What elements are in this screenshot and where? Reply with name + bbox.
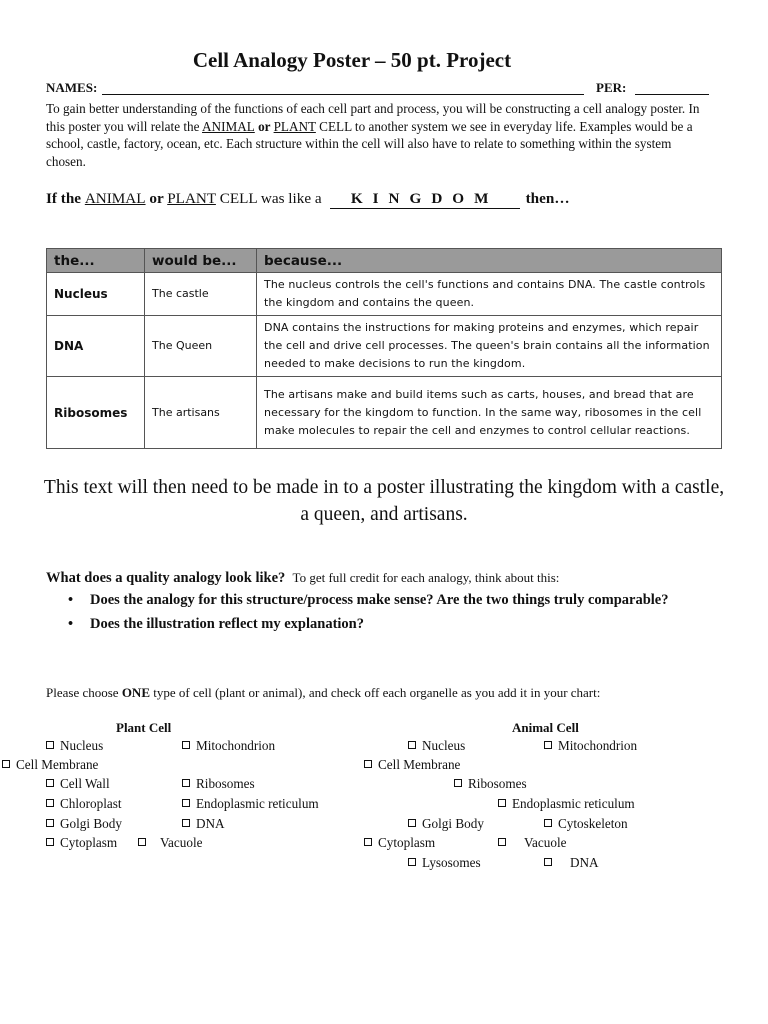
table-header-row (47, 249, 722, 273)
row-analogy: The Queen (145, 316, 257, 377)
checkbox-icon[interactable] (46, 779, 54, 787)
checkbox-icon[interactable] (408, 819, 416, 827)
plant-check-cell-wall[interactable] (46, 776, 110, 792)
checkbox-icon[interactable] (2, 760, 10, 768)
checkbox-icon[interactable] (182, 819, 190, 827)
item-label: DNA (570, 855, 599, 870)
row-structure: DNA (47, 316, 145, 377)
animal-check-nucleus[interactable] (408, 738, 465, 754)
checkbox-icon[interactable] (498, 799, 506, 807)
checkbox-icon[interactable] (182, 779, 190, 787)
row-because: The nucleus controls the cell's functions and contains DNA. The castle controls the kingdom and contains the queen. (257, 273, 722, 316)
item-label: Vacuole (524, 835, 567, 850)
quality-question-line (46, 570, 726, 587)
animal-check-er[interactable] (498, 796, 635, 812)
plant-cell-heading: Plant Cell (116, 720, 172, 735)
animal-check-cytoplasm[interactable] (364, 835, 435, 851)
intro-text-2: CELL to another system we see in everyday life. Examples would be a school, castle, factory, ocean, etc. Each structure within the cell will also have to relate to something within the system chosen. (46, 118, 693, 169)
names-field[interactable] (102, 94, 584, 95)
checkbox-icon[interactable] (364, 838, 372, 846)
item-label: Cell Wall (60, 776, 110, 791)
item-label: Nucleus (422, 738, 466, 753)
item-label: Golgi Body (422, 816, 484, 831)
checkbox-icon[interactable] (182, 799, 190, 807)
animal-check-ribosomes[interactable] (454, 776, 527, 792)
animal-check-lysosomes[interactable] (408, 855, 481, 871)
choose-instructions (46, 685, 726, 701)
choose-one: ONE (121, 685, 150, 700)
intro-paragraph (46, 100, 714, 170)
row-analogy: The artisans (145, 377, 257, 449)
header-the: the... (47, 249, 145, 273)
plant-check-golgi[interactable] (46, 816, 122, 832)
checkbox-icon[interactable] (46, 741, 54, 749)
kingdom-was-like: CELL was like a (215, 190, 322, 207)
animal-cell-heading: Animal Cell (512, 720, 579, 735)
row-structure: Ribosomes (47, 377, 145, 449)
animal-check-mitochondrion[interactable] (544, 738, 637, 754)
checkbox-icon[interactable] (544, 741, 552, 749)
item-label: Golgi Body (60, 816, 122, 831)
plant-check-dna[interactable] (182, 816, 225, 832)
table-row (47, 273, 722, 316)
checkbox-icon[interactable] (364, 760, 372, 768)
names-row (46, 80, 710, 98)
item-label: Chloroplast (60, 796, 122, 811)
row-analogy: The castle (145, 273, 257, 316)
header-because: because... (257, 249, 722, 273)
kingdom-system-blank: KINGDOM (330, 190, 520, 209)
item-label: Mitochondrion (196, 738, 276, 753)
plant-check-nucleus[interactable] (46, 738, 103, 754)
bullet-icon: • (68, 615, 74, 632)
checkbox-icon[interactable] (454, 779, 462, 787)
animal-check-cytoskeleton[interactable] (544, 816, 628, 832)
plant-check-vacuole[interactable] (138, 835, 202, 851)
checkbox-icon[interactable] (544, 819, 552, 827)
item-label: Endoplasmic reticulum (512, 796, 635, 811)
quality-question: What does a quality analogy look like? (46, 570, 286, 586)
plant-check-cell-membrane[interactable] (2, 757, 98, 773)
checkbox-icon[interactable] (46, 819, 54, 827)
animal-check-dna[interactable] (544, 855, 599, 871)
item-label: Cytoplasm (60, 835, 118, 850)
animal-check-golgi[interactable] (408, 816, 484, 832)
checkbox-icon[interactable] (46, 799, 54, 807)
plant-check-chloroplast[interactable] (46, 796, 122, 812)
kingdom-line (46, 190, 726, 209)
list-item (68, 590, 750, 612)
choose-before: Please choose (46, 685, 122, 700)
row-because: DNA contains the instructions for making proteins and enzymes, which repair the cell and drive cell processes. The queen's brain contains all the information needed to make decisions to run the kingdom. (257, 316, 722, 377)
checkbox-icon[interactable] (408, 741, 416, 749)
kingdom-if: If the (46, 190, 85, 207)
kingdom-animal: ANIMAL (84, 190, 146, 207)
checkbox-icon[interactable] (498, 838, 506, 846)
item-label: Ribosomes (196, 776, 255, 791)
item-label: Nucleus (60, 738, 104, 753)
intro-animal: ANIMAL (202, 118, 255, 134)
plant-check-ribosomes[interactable] (182, 776, 255, 792)
checkbox-icon[interactable] (46, 838, 54, 846)
names-label: NAMES: (46, 80, 98, 95)
analogy-table (46, 248, 722, 449)
choose-after: type of cell (plant or animal), and check off each organelle as you add it in your chart: (149, 685, 601, 700)
checkbox-icon[interactable] (138, 838, 146, 846)
bullet-text: Does the analogy for this structure/process make sense? Are the two things truly comparable? (90, 592, 669, 608)
poster-note: This text will then need to be made in to a poster illustrating the kingdom with a castle, a queen, and artisans. (43, 477, 725, 525)
checkbox-icon[interactable] (408, 858, 416, 866)
page-title: Cell Analogy Poster – 50 pt. Project (192, 48, 512, 72)
intro-plant: PLANT (273, 118, 316, 134)
row-because: The artisans make and build items such as carts, houses, and bread that are necessary for the kingdom to function. In the same way, ribosomes in the cell make molecules to repair the cell and enzymes to control cellular reactions. (257, 377, 722, 449)
checkbox-icon[interactable] (182, 741, 190, 749)
item-label: DNA (196, 816, 225, 831)
item-label: Mitochondrion (558, 738, 638, 753)
quality-bullets (46, 590, 750, 635)
plant-check-er[interactable] (182, 796, 319, 812)
bullet-icon: • (68, 592, 74, 608)
plant-check-cytoplasm[interactable] (46, 835, 117, 851)
kingdom-plant: PLANT (167, 190, 216, 207)
item-label: Ribosomes (468, 776, 527, 791)
list-item (68, 614, 750, 636)
per-field[interactable] (635, 94, 709, 95)
bullet-text: Does the illustration reflect my explanation? (90, 615, 364, 632)
checkbox-icon[interactable] (544, 858, 552, 866)
item-label: Cell Membrane (16, 757, 99, 772)
item-label: Vacuole (160, 835, 203, 850)
animal-check-vacuole[interactable] (498, 835, 566, 851)
animal-check-cell-membrane[interactable] (364, 757, 460, 773)
header-would-be: would be... (145, 249, 257, 273)
kingdom-then: then… (525, 190, 570, 207)
per-label: PER: (596, 80, 627, 95)
intro-text-1: To gain better understanding of the functions of each cell part and process, you will be constructing a cell analogy poster. In this poster you will relate the (46, 101, 700, 134)
quality-hint: To get full credit for each analogy, think about this: (292, 570, 560, 585)
item-label: Cell Membrane (378, 757, 461, 772)
plant-check-mitochondrion[interactable] (182, 738, 275, 754)
table-row (47, 377, 722, 449)
row-structure: Nucleus (47, 273, 145, 316)
item-label: Lysosomes (422, 855, 481, 870)
intro-or: or (254, 118, 274, 134)
table-row (47, 316, 722, 377)
item-label: Endoplasmic reticulum (196, 796, 319, 811)
kingdom-or: or (145, 190, 168, 207)
item-label: Cytoskeleton (558, 816, 628, 831)
item-label: Cytoplasm (378, 835, 436, 850)
